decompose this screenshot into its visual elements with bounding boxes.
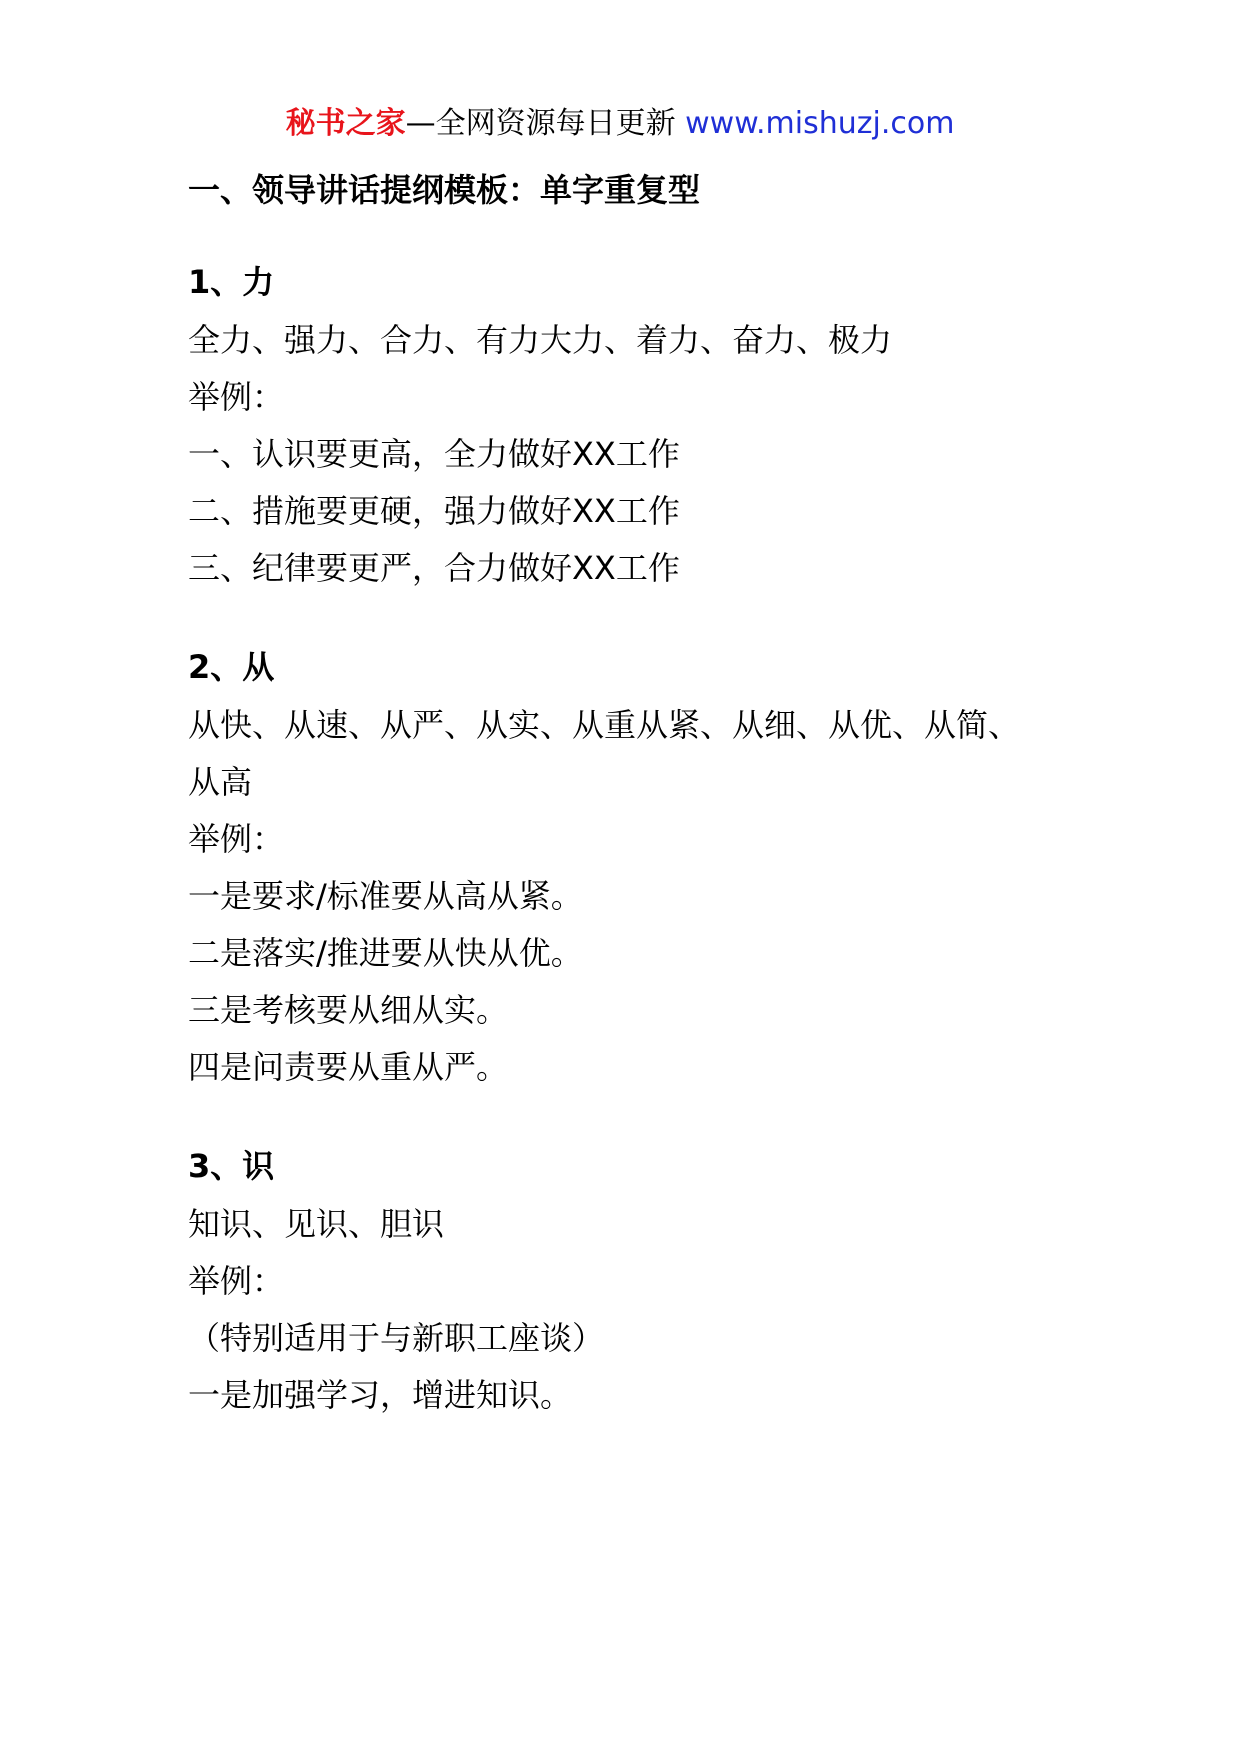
example-item: 一是加强学习，增进知识。 — [188, 1376, 573, 1414]
section-heading: 3、识 — [188, 1147, 275, 1185]
document-title: 一、领导讲话提纲模板：单字重复型 — [188, 171, 701, 209]
page-header — [0, 100, 1240, 148]
example-item: 一是要求/标准要从高从紧。 — [188, 877, 583, 915]
example-item: 四是问责要从重从严。 — [188, 1048, 509, 1086]
example-item: 三是考核要从细从实。 — [188, 991, 509, 1029]
section-words: 知识、见识、胆识 — [188, 1205, 445, 1243]
brand-name: 秘书之家 — [285, 106, 406, 141]
section-words: 全力、强力、合力、有力大力、着力、奋力、极力 — [188, 321, 893, 359]
document-body — [188, 164, 1068, 1428]
example-item: 二是落实/推进要从快从优。 — [188, 934, 583, 972]
header-tagline: —全网资源每日更新 — [405, 106, 686, 141]
section-heading: 2、从 — [188, 648, 275, 686]
example-item: 一、认识要更高，全力做好XX工作 — [188, 435, 680, 473]
section-note: （特别适用于与新职工座谈） — [188, 1319, 605, 1357]
section-heading: 1、力 — [188, 263, 275, 301]
section-words-continued: 从高 — [188, 763, 253, 801]
example-item: 二、措施要更硬，强力做好XX工作 — [188, 492, 680, 530]
website-link[interactable]: www.mishuzj.com — [685, 106, 955, 141]
example-item: 三、纪律要更严，合力做好XX工作 — [188, 549, 680, 587]
example-label: 举例： — [188, 820, 285, 858]
section-words: 从快、从速、从严、从实、从重从紧、从细、从优、从简、 — [188, 706, 1021, 744]
example-label: 举例： — [188, 1262, 285, 1300]
example-label: 举例： — [188, 378, 285, 416]
